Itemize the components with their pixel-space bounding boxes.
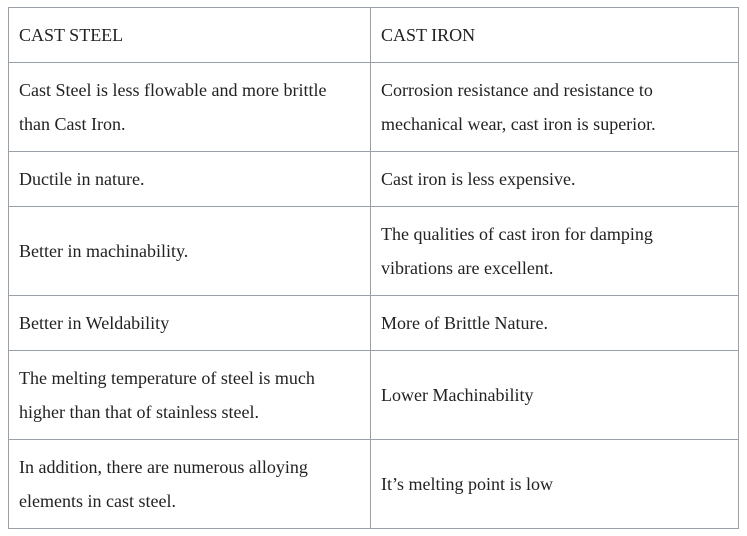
header-cast-iron: CAST IRON xyxy=(371,8,739,63)
table-row xyxy=(9,207,739,296)
comparison-table xyxy=(8,7,739,529)
cast-iron-cell: The qualities of cast iron for damping vibrations are excellent. xyxy=(371,207,739,296)
cast-steel-cell: Better in Weldability xyxy=(9,296,371,351)
cast-steel-cell: In addition, there are numerous alloying elements in cast steel. xyxy=(9,440,371,529)
cast-iron-cell: More of Brittle Nature. xyxy=(371,296,739,351)
cast-iron-cell: It’s melting point is low xyxy=(371,440,739,529)
table-row xyxy=(9,63,739,152)
cast-steel-cell: Cast Steel is less flowable and more brittle than Cast Iron. xyxy=(9,63,371,152)
table-header-row xyxy=(9,8,739,63)
table-row xyxy=(9,152,739,207)
cast-steel-cell: The melting temperature of steel is much higher than that of stainless steel. xyxy=(9,351,371,440)
table-row xyxy=(9,351,739,440)
table-row xyxy=(9,440,739,529)
table-row xyxy=(9,296,739,351)
cast-iron-cell: Cast iron is less expensive. xyxy=(371,152,739,207)
cast-steel-cell: Ductile in nature. xyxy=(9,152,371,207)
cast-iron-cell: Lower Machinability xyxy=(371,351,739,440)
cast-steel-cell: Better in machinability. xyxy=(9,207,371,296)
cast-iron-cell: Corrosion resistance and resistance to mechanical wear, cast iron is superior. xyxy=(371,63,739,152)
header-cast-steel: CAST STEEL xyxy=(9,8,371,63)
